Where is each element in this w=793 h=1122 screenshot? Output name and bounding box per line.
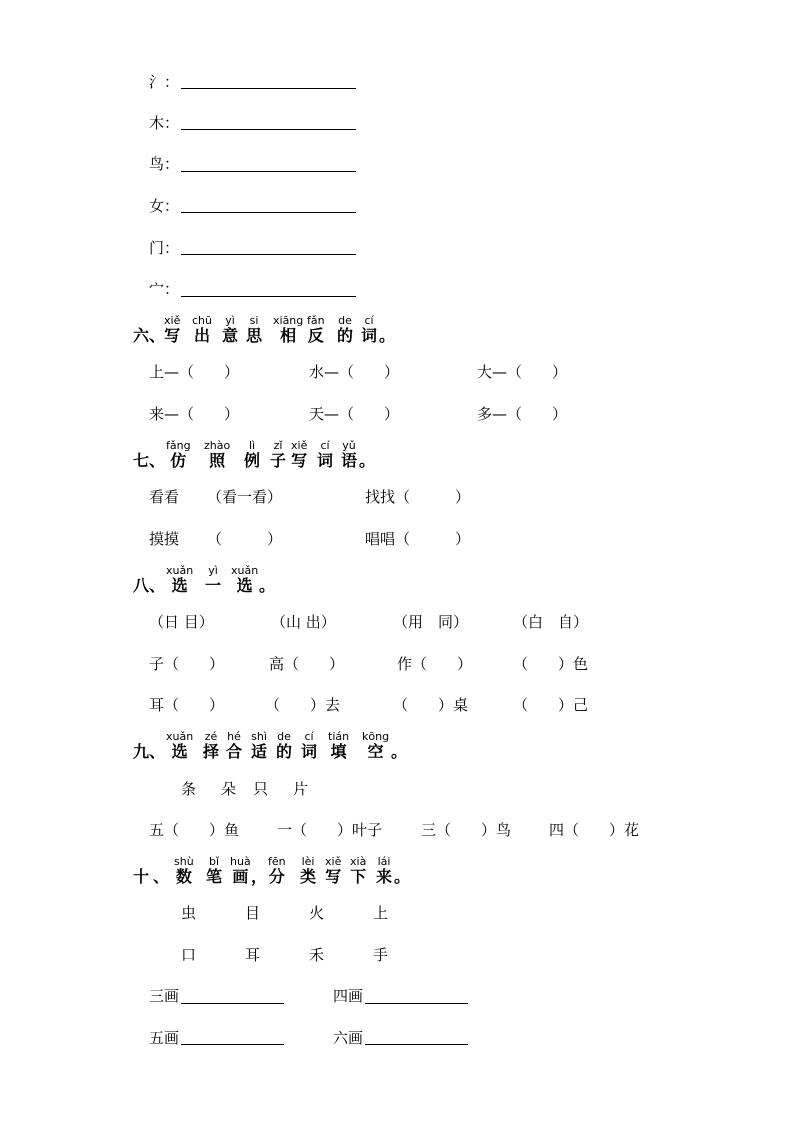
pinyin-char: zǐ 子: [270, 439, 287, 470]
stroke-count-label: 五画: [149, 1029, 180, 1047]
antonym-item[interactable]: 来—（ ）: [149, 405, 240, 423]
pinyin-char: lèi 类: [300, 855, 317, 886]
pinyin-char: xuǎn 选: [166, 564, 194, 595]
answer-line[interactable]: [181, 129, 356, 130]
section-9-number: 九、: [133, 742, 166, 761]
section-7-number: 七、: [133, 451, 166, 470]
pinyin-char: zhào 照: [204, 439, 231, 470]
choice-blank[interactable]: 子（ ）: [149, 655, 225, 673]
pinyin-char: shì 适: [251, 730, 268, 761]
answer-line[interactable]: [181, 171, 356, 172]
pinyin-char: hé 合: [226, 730, 243, 761]
choice-blank[interactable]: （ ）去: [265, 696, 341, 714]
radical-label: 宀：: [149, 280, 180, 298]
example-word: 摸摸: [149, 530, 180, 548]
radical-label: 女：: [149, 197, 180, 215]
stroke-char: 上: [373, 904, 389, 922]
pinyin-char: yǔ 语: [341, 439, 358, 470]
answer-line[interactable]: [365, 1003, 468, 1004]
section-7-period: 。: [359, 451, 376, 470]
option-pair: （白 自）: [513, 613, 589, 631]
stroke-char: 口: [181, 946, 197, 964]
antonym-item[interactable]: 水—（ ）: [309, 363, 400, 381]
choice-blank[interactable]: 作（ ）: [397, 655, 473, 673]
antonym-item[interactable]: 大—（ ）: [477, 363, 568, 381]
pinyin-char: si 思: [246, 314, 263, 345]
section-10-number: 十、: [133, 867, 174, 886]
pinyin-char: xiě 写: [164, 314, 181, 345]
measure-blank[interactable]: 四（ ）花: [549, 821, 640, 839]
answer-line[interactable]: [181, 1003, 284, 1004]
pinyin-char: cí 词: [361, 314, 378, 345]
example-word: 看看: [149, 488, 180, 506]
pinyin-char: shù 数: [174, 855, 194, 886]
option-pair: （山 出）: [271, 613, 336, 631]
choice-blank[interactable]: （ ）色: [513, 655, 589, 673]
answer-line[interactable]: [181, 212, 356, 213]
pinyin-char: lái 来: [376, 855, 393, 886]
pinyin-char: xiě 写: [325, 855, 342, 886]
pinyin-char: fēn 分: [268, 855, 286, 886]
stroke-char: 手: [373, 946, 389, 964]
stroke-count-label: 六画: [333, 1029, 364, 1047]
pinyin-char: xuǎn 选: [231, 564, 259, 595]
pinyin-char: fǎn 反: [307, 314, 325, 345]
stroke-char: 火: [309, 904, 325, 922]
antonym-item[interactable]: 天—（ ）: [309, 405, 400, 423]
answer-line[interactable]: [181, 296, 356, 297]
section-6-period: 。: [379, 326, 396, 345]
section-10-comma: ，: [251, 867, 268, 886]
section-8-number: 八、: [133, 576, 166, 595]
option-pair: （用 同）: [393, 613, 469, 631]
word-blank[interactable]: 唱唱（ ）: [365, 530, 471, 548]
answer-line[interactable]: [365, 1044, 468, 1045]
pinyin-char: lì 例: [244, 439, 261, 470]
answer-line[interactable]: [181, 88, 356, 89]
antonym-item[interactable]: 多—（ ）: [477, 405, 568, 423]
measure-blank[interactable]: 一（ ）叶子: [277, 821, 383, 839]
pinyin-char: xuǎn 选: [166, 730, 194, 761]
section-9-period: 。: [391, 742, 408, 761]
stroke-char: 虫: [181, 904, 197, 922]
choice-blank[interactable]: 高（ ）: [269, 655, 345, 673]
section-10-period: 。: [394, 867, 411, 886]
radical-label: 鸟：: [149, 155, 180, 173]
radical-label: 门：: [149, 239, 180, 257]
measure-blank[interactable]: 五（ ）鱼: [149, 821, 240, 839]
pinyin-char: fǎng 仿: [166, 439, 191, 470]
measure-word: 条: [181, 780, 197, 798]
word-blank[interactable]: 找找（ ）: [365, 488, 471, 506]
antonym-item[interactable]: 上—（ ）: [149, 363, 240, 381]
pinyin-char: chū 出: [192, 314, 212, 345]
pinyin-char: cí 词: [317, 439, 334, 470]
pinyin-char: de 的: [337, 314, 354, 345]
option-pair: （日 目）: [149, 613, 214, 631]
section-6-number: 六、: [133, 326, 166, 345]
pinyin-char: bǐ 笔: [206, 855, 223, 886]
pinyin-char: zé 择: [203, 730, 220, 761]
example-answer: （看一看）: [207, 488, 283, 506]
measure-word: 只: [253, 780, 269, 798]
answer-line[interactable]: [181, 254, 356, 255]
section-8-period: 。: [259, 576, 276, 595]
pinyin-char: tián 填: [328, 730, 350, 761]
radical-label: 木：: [149, 114, 180, 132]
radical-label: 氵：: [149, 73, 180, 91]
stroke-count-label: 四画: [333, 987, 364, 1005]
pinyin-char: yì 意: [222, 314, 239, 345]
pinyin-char: kōng 空: [362, 730, 390, 761]
stroke-char: 禾: [309, 946, 325, 964]
measure-blank[interactable]: 三（ ）鸟: [421, 821, 512, 839]
choice-blank[interactable]: （ ）桌: [393, 696, 469, 714]
pinyin-char: xià 下: [350, 855, 367, 886]
choice-blank[interactable]: （ ）己: [513, 696, 589, 714]
measure-word: 片: [293, 780, 309, 798]
measure-word: 朵: [221, 780, 237, 798]
pinyin-char: xiě 写: [291, 439, 308, 470]
pinyin-char: huà 画: [230, 855, 251, 886]
stroke-char: 耳: [245, 946, 261, 964]
stroke-char: 目: [245, 904, 261, 922]
pinyin-char: cí 词: [301, 730, 318, 761]
pinyin-char: de 的: [276, 730, 293, 761]
word-blank[interactable]: （ ）: [207, 530, 283, 548]
stroke-count-label: 三画: [149, 987, 180, 1005]
answer-line[interactable]: [181, 1044, 284, 1045]
choice-blank[interactable]: 耳（ ）: [149, 696, 225, 714]
pinyin-char: xiāng 相: [273, 314, 304, 345]
pinyin-char: yì 一: [205, 564, 222, 595]
